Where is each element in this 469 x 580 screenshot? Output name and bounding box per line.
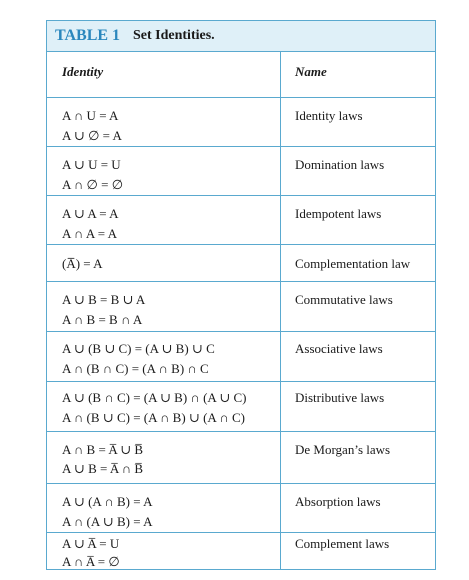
identity-expression: A ∩ U = A xyxy=(62,108,119,123)
law-name: Identity laws xyxy=(295,108,363,123)
header-name: Name xyxy=(295,64,327,79)
law-name: Complementation law xyxy=(295,256,411,271)
identity-expression: A ∩ (B ∪ C) = (A ∩ B) ∪ (A ∩ C) xyxy=(62,410,245,425)
table-row-complement-laws xyxy=(47,533,435,569)
identity-expression: A ∩ A = A xyxy=(62,226,118,241)
identity-expression: A ∪ A = A xyxy=(62,206,119,221)
law-name: Domination laws xyxy=(295,157,385,172)
identity-expression: A ∩ A̅ = ∅ xyxy=(62,554,120,569)
identity-expression: A ∪ ∅ = A xyxy=(62,128,122,143)
law-name: Distributive laws xyxy=(295,390,385,405)
law-name: Associative laws xyxy=(295,341,383,356)
table-row-de-morgans-laws xyxy=(47,432,435,484)
table-row-commutative-laws xyxy=(47,282,435,332)
table-row-complementation-law xyxy=(47,245,435,282)
identity-expression: A ∩ ∅ = ∅ xyxy=(62,177,124,192)
identity-expression: A ∩ (B ∩ C) = (A ∩ B) ∩ C xyxy=(62,361,209,376)
identity-expression: A ∪ (B ∩ C) = (A ∪ B) ∩ (A ∪ C) xyxy=(62,390,247,405)
table-row-absorption-laws xyxy=(47,484,435,533)
identity-expression: A ∪ (A ∩ B) = A xyxy=(62,494,153,509)
identity-expression: A ∪ A̅ = U xyxy=(62,536,120,551)
set-identities-table xyxy=(46,20,436,570)
law-name: Commutative laws xyxy=(295,292,393,307)
identity-expression: A ∪ U = U xyxy=(62,157,121,172)
identity-expression: A ∪ (B ∪ C) = (A ∪ B) ∪ C xyxy=(62,341,215,356)
identity-expression: A ∩ B = B ∩ A xyxy=(62,312,143,327)
law-name: Complement laws xyxy=(295,536,390,551)
header-identity: Identity xyxy=(62,64,104,79)
identity-expression: (A̅̅) = A xyxy=(62,256,103,271)
law-name: Absorption laws xyxy=(295,494,381,509)
table-row-distributive-laws xyxy=(47,382,435,432)
table-row-associative-laws xyxy=(47,332,435,382)
table-title-bar xyxy=(47,21,435,52)
table-number: TABLE 1 xyxy=(55,27,121,44)
law-name: De Morgan’s laws xyxy=(295,442,391,457)
identity-expression: A ∩ (A ∪ B) = A xyxy=(62,514,153,529)
table-row-domination-laws xyxy=(47,147,435,196)
identity-expression: A ∩ B = A̅ ∪ B̅ xyxy=(62,442,144,457)
table-row-idempotent-laws xyxy=(47,196,435,245)
table-title: Set Identities. xyxy=(133,28,215,43)
table-header-row xyxy=(47,52,435,98)
identity-expression: A ∪ B = A̅ ∩ B̅ xyxy=(62,461,144,476)
identity-expression: A ∪ B = B ∪ A xyxy=(62,292,146,307)
law-name: Idempotent laws xyxy=(295,206,382,221)
table-row-identity-laws xyxy=(47,98,435,147)
